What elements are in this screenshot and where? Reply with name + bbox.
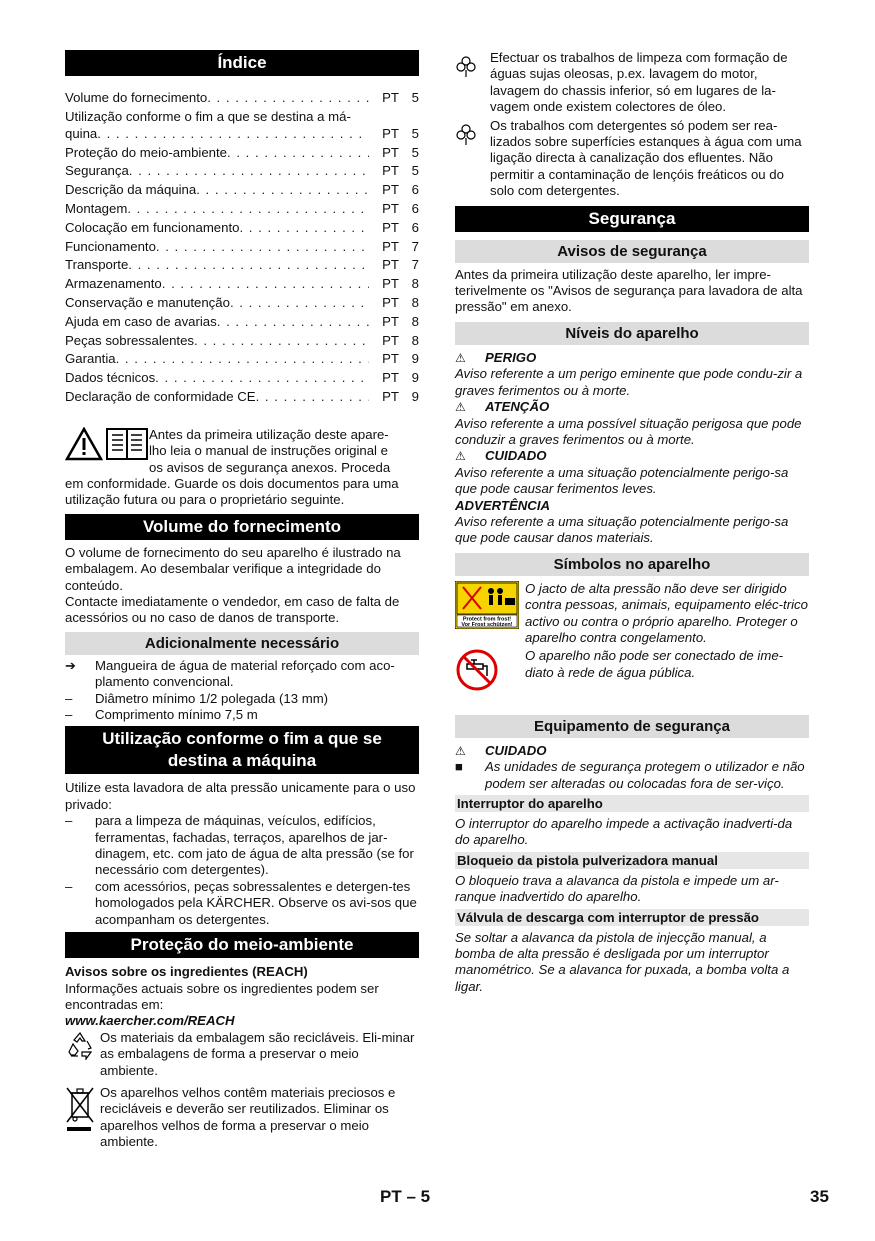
- warning-triangle-icon: [65, 427, 103, 461]
- list-item: – com acessórios, peças sobressalentes e detergen-tes homologados pela KÄRCHER. Observe os avi-sos que acompanham os detergentes.: [65, 878, 417, 927]
- square-bullet-icon: ■: [455, 759, 463, 775]
- subheading-avisos: Avisos de segurança: [455, 240, 809, 263]
- volume-paragraph: O volume de fornecimento do seu aparelho é ilustrado na embalagem. Ao desembalar verifique a integridade do conteúdo.: [65, 544, 401, 593]
- volume-paragraph: Contacte imediatamente o vendedor, em caso de falta de acessórios ou no caso de danos de transporte.: [65, 594, 400, 626]
- subheading-adicional: Adicionalmente necessário: [65, 632, 419, 655]
- subheading-equipamento: Equipamento de segurança: [455, 715, 809, 738]
- hazard-levels: ⚠ PERIGO Aviso referente a um perigo eminente que pode condu-zir a graves ferimentos ou à morte. ⚠ ATENÇÃO Aviso referente a uma possível situação perigosa que pode conduzir a graves ferimentos ou à morte. ⚠ CUIDADO Aviso referente a uma situação potencialmente perigo-sa que pode causar ferimentos leves. ADVERTÊNCIA Aviso referente a uma situação potencialmente perigo-sa que pode causar danos materiais.: [455, 350, 809, 547]
- toc-entry[interactable]: Ajuda em caso de avarias . . . PT 8: [65, 314, 419, 333]
- toc-entry[interactable]: Conservação e manutenção . . . PT 8: [65, 295, 419, 314]
- toc-entry[interactable]: Proteção do meio-ambiente . . . PT 5: [65, 145, 419, 164]
- crossed-bin-icon: [65, 1085, 95, 1133]
- subheading-interruptor: Interruptor do aparelho: [455, 795, 809, 812]
- toc-heading: Índice: [65, 50, 419, 76]
- list-item: – Comprimento mínimo 7,5 m: [65, 707, 258, 723]
- level-label: ⚠ PERIGO: [455, 349, 537, 365]
- section-heading-protecao: Proteção do meio-ambiente: [65, 932, 419, 958]
- section-heading-seguranca: Segurança: [455, 206, 809, 232]
- recycle-notice: Os materiais da embalagem são recicláveis. Eli-minar as embalagens de forma a preservar o meio ambiente.: [65, 1030, 419, 1079]
- svg-text:Vor Frost schützen!: Vor Frost schützen!: [461, 621, 513, 628]
- subheading-bloqueio: Bloqueio da pistola pulverizadora manual: [455, 852, 809, 869]
- oil-notice: Efectuar os trabalhos de limpeza com formação de águas sujas oleosas, p.ex. lavagem do motor, lavagem do chassis inferior, só em lugares de la-vagem onde existem colectores de óleo.: [455, 50, 809, 116]
- level-label: ⚠ CUIDADO: [455, 448, 547, 464]
- subheading-simbolos: Símbolos no aparelho: [455, 553, 809, 576]
- symbol-item: O aparelho não pode ser conectado de ime-diato à rede de água pública.: [455, 648, 809, 696]
- no-public-water-connection-icon: [455, 648, 499, 692]
- reach-text: Informações actuais sobre os ingredientes podem ser encontradas em:: [65, 980, 379, 1012]
- svg-text:Protect from frost!: Protect from frost!: [462, 616, 512, 623]
- utilizacao-paragraph: Utilize esta lavadora de alta pressão unicamente para o uso privado:: [65, 780, 416, 812]
- level-label: ADVERTÊNCIA: [455, 497, 551, 513]
- symbol-item: Protect from frost! Vor Frost schützen! O jacto de alta pressão não deve ser dirigido contra pessoas, animais, equipamento eléc-trico activo ou contra o próprio aparelho. Proteger o aparelho contra congelamento.: [455, 581, 809, 647]
- toc-entry[interactable]: Declaração de conformidade CE . . . PT 9: [65, 389, 419, 408]
- toc-entry[interactable]: Descrição da máquina . . . PT 6: [65, 182, 419, 201]
- level-label: ⚠ ATENÇÃO: [455, 399, 550, 415]
- list-item: ➔ Mangueira de água de material reforçado com aco-plamento convencional.: [65, 657, 395, 690]
- avisos-text: Antes da primeira utilização deste aparelho, ler impre-terivelmente os "Avisos de segurança para lavadora de alta pressão" em anexo.: [455, 266, 803, 315]
- intro-notice: Antes da primeira utilização deste apare- lho leia o manual de instruções original e os avisos de segurança anexos. Proceda em conformidade. Guarde os dois documentos para uma utilização futura ou para o proprietário seguinte.: [65, 426, 399, 508]
- toc-entry[interactable]: Garantia . . . PT 9: [65, 351, 419, 370]
- oil-drop-icon: [455, 54, 477, 78]
- toc-entry[interactable]: Volume do fornecimento . . . PT 5: [65, 90, 419, 109]
- toc-entry[interactable]: quina . . . PT 5: [65, 126, 419, 145]
- toc-entry[interactable]: Armazenamento . . . PT 8: [65, 276, 419, 295]
- utilizacao-list: [65, 813, 419, 928]
- list-item: – para a limpeza de máquinas, veículos, edifícios, ferramentas, fachadas, terraços, aparelhos de jar-dinagem, etc. com jato de água de alta pressão (se for necessário com detergentes).: [65, 813, 414, 878]
- warning-triangle-icon: ⚠: [455, 743, 466, 758]
- subheading-niveis: Níveis do aparelho: [455, 322, 809, 345]
- detergent-notice: Os trabalhos com detergentes só podem ser rea-lizados sobre superfícies estanques à água com uma ligação directa à canalização dos efluentes. Não permitir a contaminação de lençóis freáticos ou do solo com detergentes.: [455, 118, 809, 200]
- reach-title: Avisos sobre os ingredientes (REACH): [65, 964, 308, 980]
- arrow-bullet-icon: ➔: [65, 657, 77, 673]
- subheading-valvula: Válvula de descarga com interruptor de pressão: [455, 909, 809, 926]
- section-heading-utilizacao: Utilização conforme o fim a que se destina a máquina: [65, 726, 419, 774]
- recycle-icon: [65, 1030, 95, 1060]
- toc-entry[interactable]: Dados técnicos . . . PT 9: [65, 370, 419, 389]
- manual-book-icon: [105, 427, 149, 461]
- toc-entry[interactable]: Montagem . . . PT 6: [65, 201, 419, 220]
- left-column: [65, 50, 419, 1151]
- reach-link[interactable]: www.kaercher.com/REACH: [65, 1013, 235, 1029]
- equipamento-block: ⚠ CUIDADO ■ As unidades de segurança protegem o utilizador e não podem ser alteradas ou colocadas fora de ser-viço.: [455, 743, 809, 792]
- weee-notice: Os aparelhos velhos contêm materiais preciosos e recicláveis e deverão ser reutilizados. Eliminar os aparelhos velhos de forma a preservar o meio ambiente.: [65, 1085, 419, 1151]
- warning-triangle-icon: ⚠: [455, 449, 466, 464]
- list-item: – Diâmetro mínimo 1/2 polegada (13 mm): [65, 690, 329, 706]
- list-item: ■ As unidades de segurança protegem o utilizador e não podem ser alteradas ou colocadas fora de ser-viço.: [455, 759, 805, 791]
- section-heading-volume: Volume do fornecimento: [65, 514, 419, 540]
- warning-triangle-icon: ⚠: [455, 400, 466, 415]
- toc-entry[interactable]: Transporte . . . PT 7: [65, 257, 419, 276]
- toc-entry[interactable]: Segurança . . . PT 5: [65, 163, 419, 182]
- groundwater-icon: [455, 122, 477, 146]
- adicional-list: [65, 658, 419, 724]
- toc-entry[interactable]: Funcionamento . . . PT 7: [65, 239, 419, 258]
- toc-entry[interactable]: Peças sobressalentes . . . PT 8: [65, 333, 419, 352]
- right-column: Efectuar os trabalhos de limpeza com formação de águas sujas oleosas, p.ex. lavagem do motor, lavagem do chassis inferior, só em lugares de la-vagem onde existem colectores de óleo. Os trabalhos com detergentes só podem ser rea-lizados sobre superfícies estanques à água com uma ligação directa à canalização dos efluentes. Não permitir a contaminação de lençóis freáticos ou do solo com detergentes. Segurança Avisos de segurança Antes da primeira utilização deste aparelho, ler impre-terivelmente os "Avisos de segurança para lavadora de alta pressão" em anexo. Níveis do aparelho ⚠ PERIGO Aviso referente a um perigo eminente que pode condu-zir a graves ferimentos ou à morte. ⚠ ATENÇÃO Aviso referente a uma possível situação perigosa que pode conduzir a graves ferimentos ou à morte. ⚠ CUIDADO Aviso referente a uma situação potencialmente perigo-sa que pode causar ferimentos leves. ADVERTÊNCIA Aviso referente a uma situação potencialmente perigo-sa que pode causar danos materiais. Símbolos no aparelho Protect from frost! Vor Frost schützen! O jacto de alta pressão não deve ser dirigido contra pessoas, animais, equipamento eléc-trico activo ou contra o próprio aparelho. Proteger o aparelho contra congelamento. O aparelho não pode ser conectado de ime-diato à rede de água pública. Equipamento de segurança ⚠ CUIDADO ■ As unidades de segurança protegem o utilizador e não podem ser alteradas ou colocadas fora de ser-viço. Interruptor do aparelho O interruptor do aparelho impede a activação inadverti-da do aparelho. Bloqueio da pistola pulverizadora manual O bloqueio trava a alavanca da pistola e impede um ar-ranque inadvertido do aparelho. Válvula de descarga com interruptor de pressão Se soltar a alavanca da pistola de injecção manual, a bomba de alta pressão é desligada por um interruptor manométrico. Se a alavanca for puxada, a bomba volta a ligar.: [455, 50, 808, 994]
- warning-triangle-icon: ⚠: [455, 350, 466, 365]
- high-pressure-warning-label-icon: [455, 581, 519, 629]
- page-number: 35: [810, 1187, 829, 1206]
- read-manual-icons: [65, 427, 149, 476]
- table-of-contents: [65, 90, 419, 408]
- toc-entry-wrap: Utilização conforme o fim a que se destina a má-: [65, 108, 351, 124]
- footer-section-label: PT – 5: [380, 1187, 431, 1206]
- toc-entry[interactable]: Colocação em funcionamento . . . PT 6: [65, 220, 419, 239]
